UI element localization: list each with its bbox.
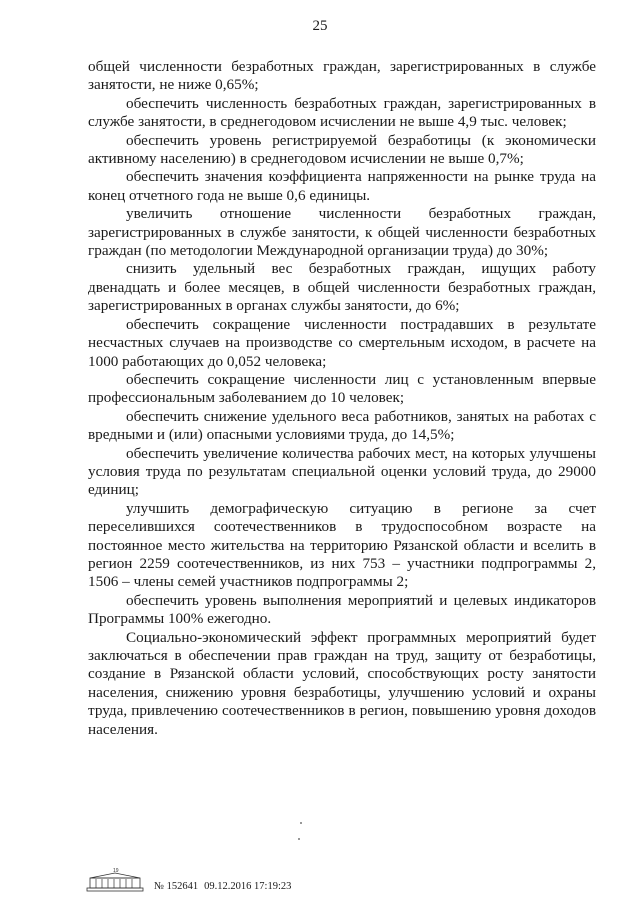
page-number: 25	[312, 18, 328, 34]
document-number: № 152641	[154, 881, 199, 892]
paragraph: снизить удельный вес безработных граждан, ищущих работу двенадцать и более месяцев, в общей численности безработных граждан, зарегистрированных в органах службы занятости, до 6%;	[88, 260, 596, 315]
paragraph: обеспечить увеличение количества рабочих мест, на которых улучшены условия труда по результатам специальной оценки условий труда, до 29000 единиц;	[88, 444, 596, 499]
scan-speck	[300, 822, 302, 824]
paragraph: увеличить отношение численности безработных граждан, зарегистрированных в службе занятости, к общей численности безработных граждан (по методологии Международной организации труда) до 30%;	[88, 205, 596, 260]
scan-speck	[298, 838, 300, 840]
building-seal-icon	[84, 866, 146, 894]
paragraph: улучшить демографическую ситуацию в регионе за счет переселившихся соотечественников в трудоспособном возрасте на постоянное место жительства на территорию Рязанской области и вселить в регион 2259 соотечественников, из них 753 – участники подпрограммы 2, 1506 – члены семей участников подпрограммы 2;	[88, 499, 596, 591]
document-timestamp: 09.12.2016 17:19:23	[204, 881, 292, 892]
seal-number: 19	[113, 868, 119, 874]
paragraph: обеспечить численность безработных граждан, зарегистрированных в службе занятости, в среднегодовом исчислении не выше 4,9 тыс. человек;	[88, 94, 596, 131]
paragraph: обеспечить уровень регистрируемой безработицы (к экономически активному населению) в среднегодовом исчислении не выше 0,7%;	[88, 131, 596, 168]
paragraph: Социально-экономический эффект программных мероприятий будет заключаться в обеспечении прав граждан на труд, защиту от безработицы, создание в Рязанской области условий, способствующих росту занятости населения, снижению уровня безработицы, улучшению условий и охраны труда, привлечению соотечественников в регион, повышению уровня доходов населения.	[88, 628, 596, 738]
footer-stamp	[84, 866, 291, 894]
paragraph: обеспечить сокращение численности лиц с установленным впервые профессиональным заболеванием до 10 человек;	[88, 370, 596, 407]
document-body	[88, 58, 596, 739]
paragraph: обеспечить уровень выполнения мероприятий и целевых индикаторов Программы 100% ежегодно.	[88, 591, 596, 628]
paragraph: обеспечить сокращение численности пострадавших в результате несчастных случаев на производстве со смертельным исходом, в расчете на 1000 работающих до 0,052 человека;	[88, 315, 596, 370]
paragraph: общей численности безработных граждан, зарегистрированных в службе занятости, не ниже 0,65%;	[88, 58, 596, 94]
paragraph: обеспечить значения коэффициента напряженности на рынке труда на конец отчетного года не выше 0,6 единицы.	[88, 168, 596, 204]
paragraph: обеспечить снижение удельного веса работников, занятых на работах с вредными и (или) опасными условиями труда, до 14,5%;	[88, 407, 596, 444]
